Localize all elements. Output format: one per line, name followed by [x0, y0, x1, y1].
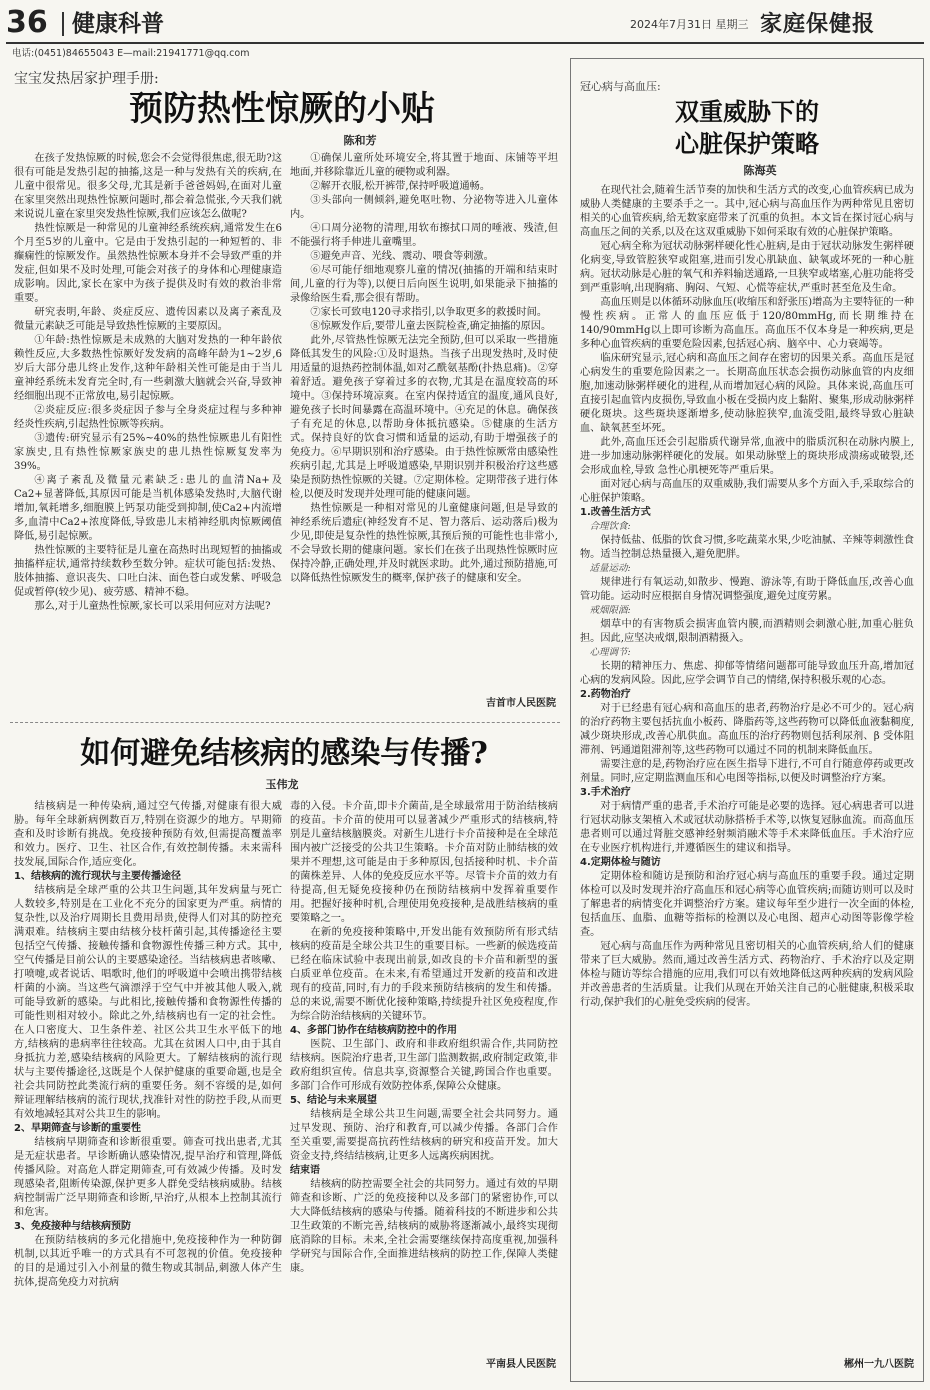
paragraph: 结核病早期筛查和诊断很重要。筛查可找出患者,尤其是无症状患者。早诊断确认感染情况,提早治疗和管理,降低传播风险。对高危人群定期筛查,可有效减少传播。及时发现感染者,阻断传染源,保护更多人群免受结核病威胁。结核病控制需广泛早期筛查和诊断,早治疗,从根本上控制其流行和危害。 [14, 1137, 282, 1218]
paragraph: 长期的精神压力、焦虑、抑郁等情绪问题都可能导致血压升高,增加冠心病的发病风险。因此,应学会调节自己的情绪,保持积极乐观的心态。 [580, 661, 914, 686]
paragraph: 高血压则是以体循环动脉血压(收缩压和舒张压)增高为主要特征的一种慢性疾病。正常人的血压应低于120/80mmHg,而长期维持在140/90mmHg以上即可诊断为高血压。高血压不仅本身是一种疾病,更是多种心血管疾病的重要危险因素,包括冠心病、脑卒中、心力衰竭等。 [580, 297, 914, 350]
paper-name: 家庭保健报 [760, 11, 876, 37]
article2-source: 平南县人民医院 [486, 1359, 556, 1370]
paragraph: ③遗传:研究显示有25%~40%的热性惊厥患儿有阳性家族史,且有热性惊厥家族史的患儿热性惊厥复发率为39%。 [14, 433, 282, 472]
paragraph: 烟草中的有害物质会损害血管内膜,而酒精则会刺激心脏,加重心脏负担。因此,应坚决戒烟,限制酒精摄入。 [580, 619, 914, 644]
paragraph: 研究表明,年龄、炎症反应、遗传因素以及离子紊乱及微量元素缺乏可能是导致热性惊厥的主要原因。 [14, 307, 282, 332]
subheading: 2、早期筛查与诊断的重要性 [14, 1123, 141, 1134]
article1-column-2 [290, 152, 558, 697]
paragraph: 临床研究显示,冠心病和高血压之间存在密切的因果关系。高血压是冠心病发生的重要危险因素之一。长期高血压状态会损伤动脉血管的内皮细胞,加速动脉粥样硬化的进程,从而增加冠心病的风险。具体来说,高血压可直接引起血管内皮损伤,导致血小板在受损内皮上黏附、聚集,形成动脉粥样硬化斑块。这些斑块逐渐增多,使动脉腔狭窄,血流受阻,最终导致心脏缺血、缺氧甚至坏死。 [580, 353, 914, 434]
sub-label: 戒烟限酒: [589, 605, 631, 616]
paragraph: 对于已经患有冠心病和高血压的患者,药物治疗是必不可少的。冠心病的治疗药物主要包括抗血小板药、降脂药等,这些药物可以降低血液黏稠度,减少斑块形成,改善心肌供血。高血压的治疗药物则包括利尿剂、β 受体阻滞剂、钙通道阻滞剂等,这些药物可以通过不同的机制来降低血压。 [580, 703, 914, 756]
article2-author: 玉伟龙 [265, 778, 299, 791]
paragraph: ④离子紊乱及微量元素缺乏:患儿的血清Na+及Ca2+显著降低,其原因可能是当机体感染发热时,大脑代谢增加,氧耗增多,细胞膜上钙泵功能受到抑制,使Ca2+内流增多,血清中Ca2+浓度降低,导致患儿末梢神经肌肉惊厥阈值降低,易引起惊厥。 [14, 475, 282, 542]
subheading: 5、结论与未来展望 [290, 1095, 377, 1106]
section-title: 健康科普 [72, 10, 164, 37]
paragraph: 需要注意的是,药物治疗应在医生指导下进行,不可自行随意停药或更改剂量。同时,应定期监测血压和心电图等指标,以便及时调整治疗方案。 [580, 759, 914, 784]
paragraph: 结核病是全球严重的公共卫生问题,其年发病量与死亡人数较多,特别是在工业化不充分的国家更为严重。病情的复杂性,以及治疗周期长且费用昂贵,使得人们对其的防控充满艰难。结核病主要由结核分枝杆菌引起,其传播途径主要包括空气传播、接触传播和食物源性传播三种方式。其中,空气传播是目前公认的主要感染途径。当结核病患者咳嗽、打喷嚏,或者说话、唱歌时,他们的呼吸道中会喷出携带结核杆菌的小滴。当这些气滴漂浮于空气中并被其他人吸入,就可能导致新的感染。与此相比,接触传播和食物源性传播的可能性则相对较小。除此之外,结核病也有一定的社会性。在人口密度大、卫生条件差、社区公共卫生水平低下的地方,结核病的患病率往往较高。尤其在贫困人口中,由于其自身抵抗力差,感染结核病的风险更大。了解结核病的流行现状与主要传播途径,这既是个人保护健康的重要命题,也是全社会共同防控此类流行病的重要任务。刻不容缓的是,如何辩证理解结核病的流行现状,找准针对性的防控手段,从而更有效地减轻其对公共卫生的影响。 [14, 885, 282, 1120]
article3-title-line2: 心脏保护策略 [675, 129, 819, 158]
subheading: 1.改善生活方式 [580, 507, 651, 518]
article1-author: 陈和芳 [343, 134, 377, 147]
paragraph: ①确保儿童所处环境安全,将其置于地面、床铺等平坦地面,并移除靠近儿童的硬物或利器。 [290, 153, 558, 178]
article2-column-2 [290, 800, 558, 1356]
paragraph: 对于病情严重的患者,手术治疗可能是必要的选择。冠心病患者可以进行冠状动脉支架植入术或冠状动脉搭桥手术等,以恢复冠脉血流。而高血压患者则可以通过肾脏交感神经射频消融术等手术来降低血压。手术治疗应在专业医疗机构进行,并遵循医生的建议和指导。 [580, 801, 914, 854]
subheading: 1、结核病的流行现状与主要传播途径 [14, 871, 181, 882]
contact-line: 电话:(0451)84655043 E—mail:21941771@qq.com [12, 48, 250, 59]
paragraph: 毒的入侵。卡介苗,即卡介菌苗,是全球最常用于防治结核病的疫苗。卡介苗的使用可以显著减少严重形式的结核病,特别是儿童结核脑膜炎。对新生儿进行卡介苗接种是在全球范围内被广泛接受的公共卫生策略。卡介苗对防止肺结核的效果并不理想,这可能是由于多种原因,包括接种时机、卡介苗的菌株差异、人体的免疫反应水平等。尽管卡介苗的效力有待提高,但无疑免疫接种仍在预防结核病中发挥着重要作用。把握好接种时机,合理使用免疫接种,是战胜结核病的重要策略之一。 [290, 801, 558, 924]
paragraph: 在现代社会,随着生活节奏的加快和生活方式的改变,心血管疾病已成为威胁人类健康的主要杀手之一。其中,冠心病与高血压作为两种常见且密切相关的心血管疾病,给无数家庭带来了沉重的负担。本文旨在探讨冠心病与高血压之间的关系,以及在这双重威胁下如何采取有效的心脏保护策略。 [580, 185, 914, 238]
page-number: 36 [6, 5, 48, 40]
paragraph: ⑧惊厥发作后,要带儿童去医院检查,确定抽搐的原因。 [310, 321, 552, 332]
subheading: 4.定期体检与随访 [580, 857, 661, 868]
paragraph: 热性惊厥是一种常见的儿童神经系统疾病,通常发生在6个月至5岁的儿童中。它是由于发热引起的一种短暂的、非癫痫性的惊厥发作。虽然热性惊厥本身并不会导致严重的并发症,但如果不及时处理,可能会对孩子的身体和心理健康造成影响。因此,家长在家中为孩子提供及时有效的救治非常重要。 [14, 223, 282, 304]
paragraph: ①年龄:热性惊厥是未成熟的大脑对发热的一种年龄依赖性反应,大多数热性惊厥好发发病的高峰年龄为1~2岁,6岁后大部分患儿终止发作,这种年龄相关性可能是由于当儿童神经系统未发育完全时,有一些刺激大脑就会兴奋,导致神经细胞出现不正常放电,易引起惊厥。 [14, 335, 282, 402]
subheading: 结束语 [290, 1165, 320, 1176]
header-rule [6, 42, 924, 44]
paragraph: 在预防结核病的多元化措施中,免疫接种作为一种防御机制,以其近乎唯一的方式具有不可忽视的价值。免疫接种的目的是通过引入小剂量的微生物或其制品,刺激人体产生抗体,提高免疫力对抗病 [14, 1235, 282, 1288]
article2-column-1 [14, 800, 282, 1384]
paragraph: 那么,对于儿童热性惊厥,家长可以采用何应对方法呢? [34, 601, 271, 612]
paragraph: ②解开衣服,松开裤带,保持呼吸道通畅。 [310, 181, 491, 192]
paragraph: ⑦家长可致电120寻求指引,以争取更多的救援时间。 [310, 307, 548, 318]
paragraph: ④口周分泌物的清理,用软布擦拭口周的唾液、残渣,但不能强行将手伸进儿童嘴里。 [290, 223, 558, 248]
article3-source: 郴州一九八医院 [844, 1359, 914, 1370]
subheading: 3.手术治疗 [580, 787, 631, 798]
article3-author: 陈海英 [743, 164, 777, 177]
article1-kicker: 宝宝发热居家护理手册: [14, 71, 159, 87]
paragraph: 冠心病与高血压作为两种常见且密切相关的心血管疾病,给人们的健康带来了巨大威胁。然而,通过改善生活方式、药物治疗、手术治疗以及定期体检与随访等综合措施的应用,我们可以有效地降低这两种疾病的发病风险并改善患者的生活质量。让我们从现在开始关注自己的心脏健康,积极采取行动,保护我们的心脏免受疾病的侵害。 [580, 941, 914, 1008]
article1-title: 预防热性惊厥的小贴 [129, 89, 435, 129]
paragraph: 面对冠心病与高血压的双重威胁,我们需要从多个方面入手,采取综合的心脏保护策略。 [580, 479, 914, 504]
paragraph: 热性惊厥的主要特征是儿童在高热时出现短暂的抽搐或抽搐样症状,通常持续数秒至数分钟。症状可能包括:发热、肢体抽搐、意识丧失、口吐白沫、面色苍白或发紫、呼吸急促或暂停(较少见)、疲劳感、精神不稳。 [14, 545, 282, 598]
paragraph: ⑤避免声音、光线、震动、喂食等刺激。 [310, 251, 494, 262]
paragraph: ②炎症反应:很多炎症因子参与全身炎症过程与多种神经炎性疾病,引起热性惊厥等疾病。 [14, 405, 282, 430]
subheading: 3、免疫接种与结核病预防 [14, 1221, 131, 1232]
paragraph: 在孩子发热惊厥的时候,您会不会觉得很焦虑,很无助?这很有可能是发热引起的抽搐,这是一种与发热有关的疾病,在儿童中很常见。很多父母,尤其是新手爸爸妈妈,在面对儿童在家里突然出现热性惊厥问题时,都会着急慌张,今天我们就来说说儿童在家里突发热性惊厥,我们应该怎么做呢? [14, 153, 282, 220]
sub-label: 合理饮食: [589, 521, 631, 532]
paragraph: 规律进行有氧运动,如散步、慢跑、游泳等,有助于降低血压,改善心血管功能。运动时应根据自身情况调整强度,避免过度劳累。 [580, 577, 914, 602]
paragraph: 此外,尽管热性惊厥无法完全预防,但可以采取一些措施降低其发生的风险:①及时退热。当孩子出现发热时,及时使用适量的退热药控制体温,如对乙酰氨基酚(扑热息痛)。②穿着舒适。避免孩子穿着过多的衣物,尤其是在温度较高的环境中。③保持环境凉爽。在室内保持适宜的温度,通风良好,避免孩子长时间暴露在高温环境中。④充足的休息。确保孩子有充足的休息,以帮助身体抵抗感染。⑤健康的生活方式。保持良好的饮食习惯和适量的运动,有助于增强孩子的免疫力。⑥早期识别和治疗感染。由于热性惊厥常由感染性疾病引起,尤其是上呼吸道感染,早期识别并积极治疗这些感染是预防热性惊厥的关键。⑦定期体检。定期带孩子进行体检,以便及时发现并处理可能的健康问题。 [290, 335, 558, 500]
paragraph: 在新的免疫接种策略中,开发出能有效预防所有形式结核病的疫苗是全球公共卫生的重要目标。一些新的候选疫苗已经在临床试验中表现出前景,如改良的卡介苗和新型的蛋白质亚单位疫苗。在未来,有希望通过开发新的疫苗和改进现有的疫苗,同时,有力的手段来预防结核病的发生和传播。总的来说,需要不断优化接种策略,持续提升社区免疫程度,作为综合防治结核病的关键环节。 [290, 927, 558, 1022]
article3-title-line1: 双重威胁下的 [675, 97, 819, 126]
paragraph: 结核病的防控需要全社会的共同努力。通过有效的早期筛查和诊断、广泛的免疫接种以及多部门的紧密协作,可以大大降低结核病的感染与传播。随着科技的不断进步和公共卫生政策的不断完善,结核病的威胁将逐渐减小,最终实现彻底消除的目标。未来,全社会需要继续保持高度重视,加强科学研究与国际合作,全面推进结核病的防控工作,保障人类健康。 [290, 1179, 558, 1274]
article1-source: 吉首市人民医院 [486, 698, 556, 709]
paragraph: ③头部向一侧倾斜,避免呕吐物、分泌物等进入儿童体内。 [290, 195, 558, 220]
header-divider [62, 12, 64, 36]
paragraph: 医院、卫生部门、政府和非政府组织需合作,共同防控结核病。医院治疗患者,卫生部门监测数据,政府制定政策,非政府组织宣传。信息共享,资源整合关键,跨国合作也重要。多部门合作可形成有效防控体系,保障公众健康。 [290, 1039, 558, 1092]
paragraph: 结核病是全球公共卫生问题,需要全社会共同努力。通过早发现、预防、治疗和教育,可以减少传播。各部门合作至关重要,需要提高抗药性结核病的研究和疫苗开发。加大资金支持,终结结核病,让更多人远离疾病困扰。 [290, 1109, 558, 1162]
article3-kicker: 冠心病与高血压: [580, 80, 661, 93]
issue-date: 2024年7月31日 星期三 [630, 18, 749, 31]
paragraph: 此外,高血压还会引起脂质代谢异常,血液中的脂质沉积在动脉内膜上,进一步加速动脉粥样硬化的发展。如果动脉壁上的斑块形成溃疡或破裂,还会形成血栓,导致 急性心肌梗死等严重后果。 [580, 437, 914, 476]
paragraph: 冠心病全称为冠状动脉粥样硬化性心脏病,是由于冠状动脉发生粥样硬化病变,导致管腔狭窄或阻塞,进而引发心肌缺血、缺氧或坏死的一种心脏病。冠状动脉是心脏的氧气和养料输送通路,一旦狭窄或堵塞,心脏功能将受到严重影响,出现胸痛、胸闷、气短、心慌等症状,严重时甚至危及生命。 [580, 241, 914, 294]
article-separator [10, 722, 560, 723]
paragraph: 热性惊厥是一种相对常见的儿童健康问题,但是导致的神经系统后遗症(神经发育不足、智力落后、运动落后)极为少见,即使是复杂性的热性惊厥,其预后预的可能性也非常小,不会导致长期的健康问题。家长们在孩子出现热性惊厥时应保持冷静,正确处理,并及时就医求助。此外,通过预防措施,可以降低热性惊厥发生的概率,保护孩子的健康和安全。 [290, 503, 558, 584]
subheading: 4、多部门协作在结核病防控中的作用 [290, 1025, 457, 1036]
article3-body [580, 184, 914, 1356]
sub-label: 心理调节: [589, 647, 631, 658]
paragraph: 结核病是一种传染病,通过空气传播,对健康有很大威胁。每年全球新病例数百万,特别在资源少的地方。早期筛查和及时诊断有挑战。免疫接种预防有效,但需提高覆盖率和效力。医疗、卫生、社区合作,有效控制传播。未来需科技发展,国际合作,适应变化。 [14, 801, 282, 868]
paragraph: ⑥尽可能仔细地观察儿童的情况(抽搐的开端和结束时间,儿童的行为等),以便日后向医生说明,如果能录下抽搐的录像给医生看,那会很有帮助。 [290, 265, 558, 304]
paragraph: 保持低盐、低脂的饮食习惯,多吃蔬菜水果,少吃油腻、辛辣等刺激性食物。适当控制总热量摄入,避免肥胖。 [580, 535, 914, 560]
article1-column-1 [14, 152, 282, 712]
article2-title: 如何避免结核病的感染与传播? [80, 736, 488, 771]
paragraph: 定期体检和随访是预防和治疗冠心病与高血压的重要手段。通过定期体检可以及时发现并治疗高血压和冠心病等心血管疾病;而随访则可以及时了解患者的病情变化并调整治疗方案。建议每年至少进行一次全面的体检,包括血压、血脂、血糖等指标的检测以及心电图、超声心动图等影像学检查。 [580, 871, 914, 938]
sub-label: 适量运动: [589, 563, 631, 574]
subheading: 2.药物治疗 [580, 689, 631, 700]
